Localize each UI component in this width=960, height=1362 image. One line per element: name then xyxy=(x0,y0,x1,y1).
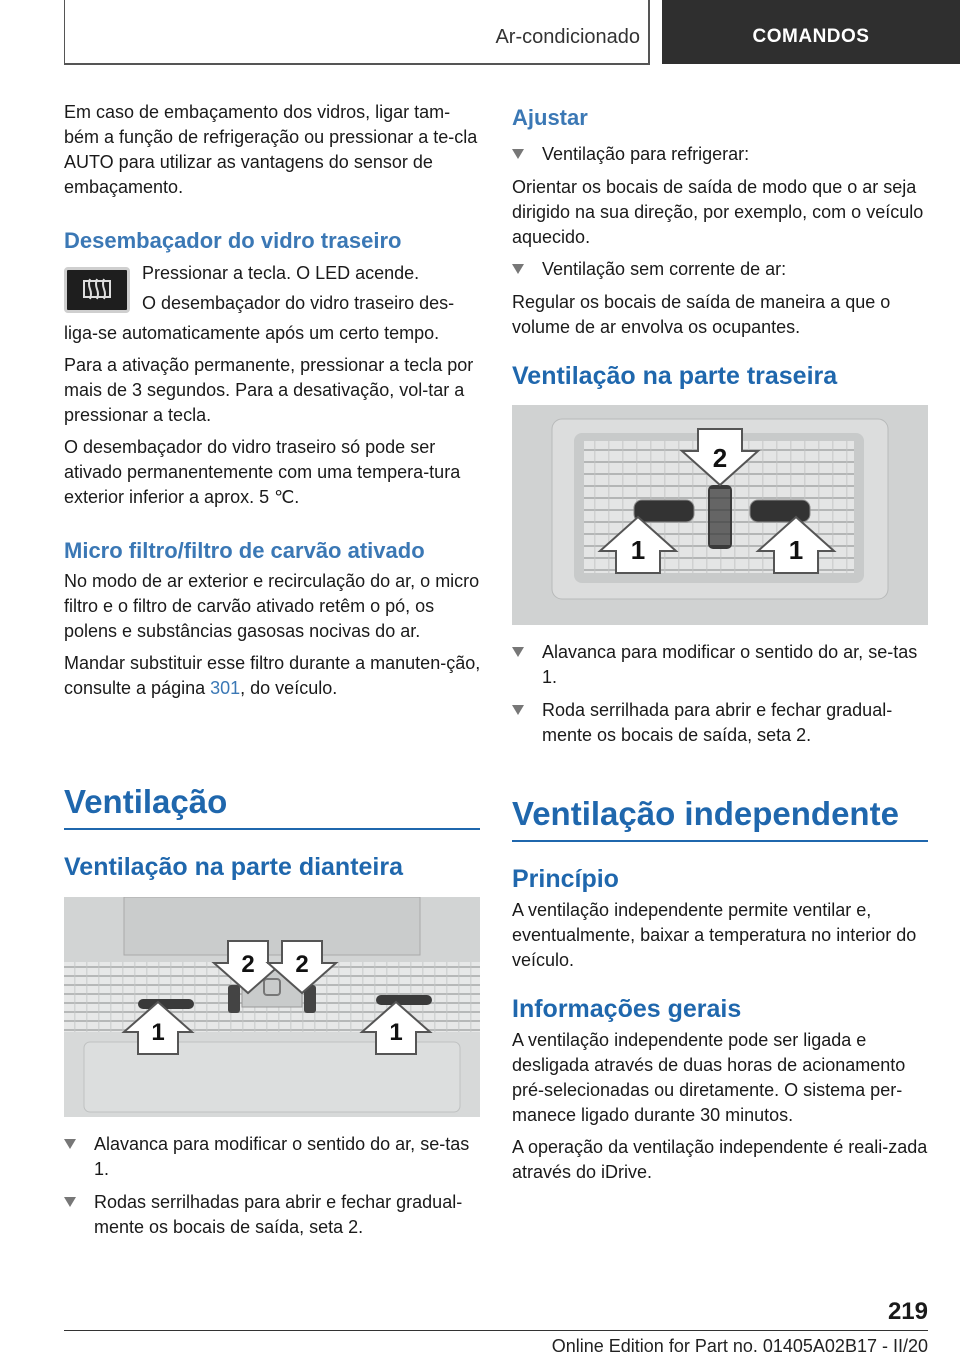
bullet-triangle-icon xyxy=(512,149,524,159)
ventilation-heading-block xyxy=(64,782,480,830)
list-item xyxy=(64,1190,480,1240)
list-item-text: Alavanca para modificar o sentido do ar, se-tas 1. xyxy=(542,642,918,687)
list-item xyxy=(512,698,928,748)
rear-defrost-block xyxy=(64,261,482,321)
bullet-triangle-icon xyxy=(64,1139,76,1149)
rear-vent-image xyxy=(512,405,928,625)
rear-defrost-p2a: O desembaçador do vidro traseiro des- xyxy=(142,293,455,313)
header-rule-divider xyxy=(648,0,650,64)
chapter-tab xyxy=(662,0,960,64)
front-vent-image xyxy=(64,897,480,1117)
ventilation-heading: Ventilação xyxy=(64,783,228,820)
right-column xyxy=(512,104,928,347)
footer-rule xyxy=(64,1330,928,1331)
page-number: 219 xyxy=(887,1298,928,1325)
list-item xyxy=(512,640,928,690)
list-item xyxy=(512,142,928,167)
independent-heading-block xyxy=(512,794,928,842)
principle-heading: Princípio xyxy=(512,865,619,893)
list-item xyxy=(512,257,928,282)
list-item-text: Ventilação para refrigerar: xyxy=(542,144,750,164)
adjust-heading: Ajustar xyxy=(512,105,588,130)
rear-arrow-label: 1 xyxy=(788,535,804,565)
front-arrow-label: 2 xyxy=(241,951,255,978)
rear-defrost-p2b: liga-se automaticamente após um certo tempo. xyxy=(64,323,440,343)
adjust-b2-detail: Regular os bocais de saída de maneira a que o volume de ar envolva os ocupantes. xyxy=(512,292,891,337)
section-title: Ar-condicionado xyxy=(495,26,640,48)
front-arrow-label: 1 xyxy=(151,1019,165,1046)
rear-bullets xyxy=(512,640,928,756)
independent-rule xyxy=(512,840,928,842)
list-item-text: Ventilação sem corrente de ar: xyxy=(542,259,787,279)
front-vent-heading: Ventilação na parte dianteira xyxy=(64,853,404,881)
chapter-title: COMANDOS xyxy=(752,26,870,47)
front-arrow-label: 1 xyxy=(389,1019,403,1046)
list-item xyxy=(64,1132,480,1182)
filter-p2-tail: , do veículo. xyxy=(240,678,338,698)
rear-arrow-label: 2 xyxy=(712,443,728,473)
header-rule xyxy=(64,63,650,65)
adjust-b1-detail: Orientar os bocais de saída de modo que o ar seja dirigido na sua direção, por exemplo, com o veículo aquecido. xyxy=(512,177,924,247)
rear-defrost-heading: Desembaçador do vidro traseiro xyxy=(64,228,402,253)
list-item-text: Alavanca para modificar o sentido do ar, se-tas 1. xyxy=(94,1134,470,1179)
principle-paragraph: A ventilação independente permite ventilar e, eventualmente, baixar a temperatura no interior do veículo. xyxy=(512,900,917,970)
page-link[interactable]: 301 xyxy=(210,678,241,698)
front-arrow-label: 2 xyxy=(295,951,309,978)
filter-p1: No modo de ar exterior e recirculação do ar, o micro filtro e o filtro de carvão ativado retêm o pó, os polens e substâncias gasosas nocivas do ar. xyxy=(64,571,480,641)
independent-vent-heading: Ventilação independente xyxy=(512,795,899,832)
left-column xyxy=(64,100,482,708)
general-info-p1: A ventilação independente pode ser ligada e desligada através de duas horas de acionamento pré-selecionadas ou diretamente. O sistema per-manece ligado durante 30 minutos. xyxy=(512,1030,906,1125)
list-item-text: Rodas serrilhadas para abrir e fechar gradual-mente os bocais de saída, seta 2. xyxy=(94,1192,463,1237)
general-info-p2: A operação da ventilação independente é reali-zada através do iDrive. xyxy=(512,1137,928,1182)
bullet-triangle-icon xyxy=(512,647,524,657)
filter-heading: Micro filtro/filtro de carvão ativado xyxy=(64,538,425,563)
bullet-triangle-icon xyxy=(512,264,524,274)
general-info-heading: Informações gerais xyxy=(512,995,742,1023)
intro-paragraph: Em caso de embaçamento dos vidros, ligar tam-bém a função de refrigeração ou pressionar a te-cla AUTO para utilizar as vantagens do sensor de embaçamento. xyxy=(64,102,478,197)
rear-defrost-p4: O desembaçador do vidro traseiro só pode ser ativado permanentemente com uma tempera-tura exterior inferior a aprox. 5 ℃. xyxy=(64,437,461,507)
rear-arrow-label: 1 xyxy=(630,535,646,565)
ventilation-rule xyxy=(64,828,480,830)
header-rule-left xyxy=(64,0,65,64)
list-item-text: Roda serrilhada para abrir e fechar gradual-mente os bocais de saída, seta 2. xyxy=(542,700,893,745)
bullet-triangle-icon xyxy=(64,1197,76,1207)
rear-defrost-button-icon xyxy=(64,267,130,313)
filter-p2-text: Mandar substituir esse filtro durante a manuten-ção, consulte a página xyxy=(64,653,481,698)
filter-p2 xyxy=(64,651,482,701)
rear-vent-heading: Ventilação na parte traseira xyxy=(512,362,838,390)
rear-defrost-p1: Pressionar a tecla. O LED acende. xyxy=(142,263,420,283)
front-bullets xyxy=(64,1132,480,1248)
edition-footer: Online Edition for Part no. 01405A02B17 - II/20 xyxy=(551,1336,928,1356)
bullet-triangle-icon xyxy=(512,705,524,715)
rear-defrost-p3: Para a ativação permanente, pressionar a tecla por mais de 3 segundos. Para a desativação, vol-tar a pressionar a tecla. xyxy=(64,355,474,425)
independent-section xyxy=(512,864,928,1192)
